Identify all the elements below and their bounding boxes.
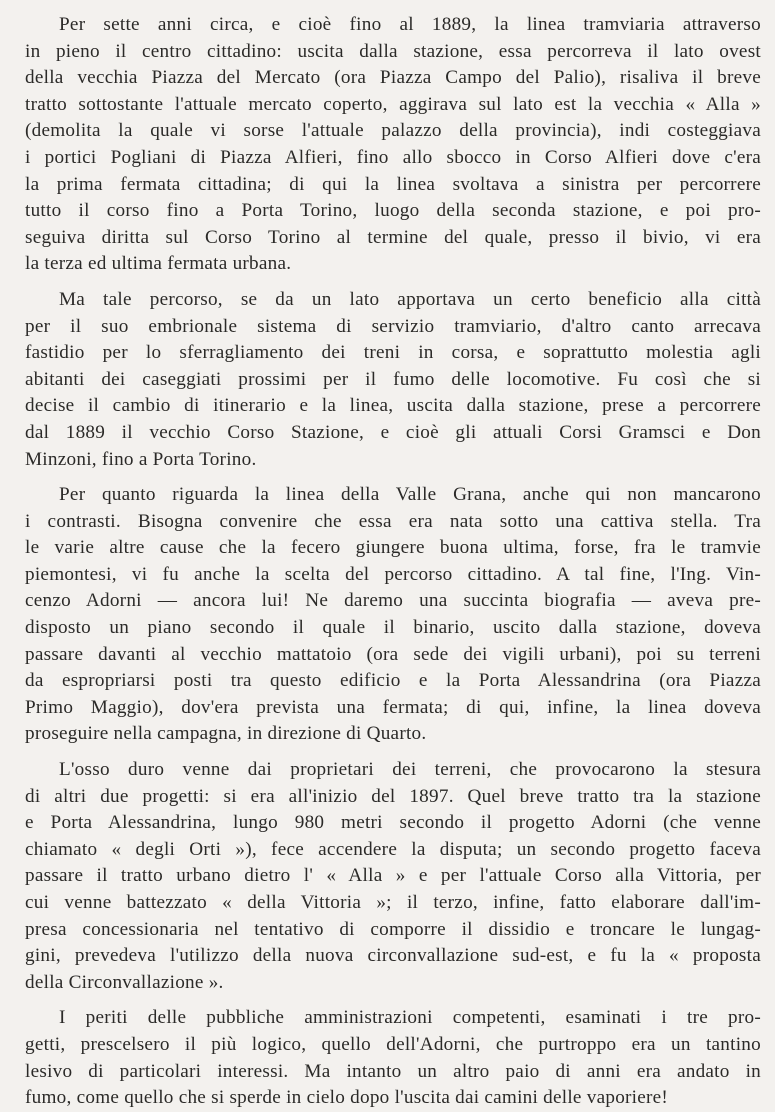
text-line: presa concessionaria nel tentativo di comporre il dissidio e troncare le lungag- [25, 918, 761, 940]
text-line: (demolita la quale vi sorse l'attuale palazzo della provincia), indi costeggiava [25, 120, 761, 142]
text-line: le varie altre cause che la fecero giungere buona ultima, forse, fra le tramvie [25, 537, 761, 559]
text-line: chiamato « degli Orti »), fece accendere la disputa; un secondo progetto faceva [25, 838, 761, 860]
paragraph [25, 1005, 761, 1111]
text-line: disposto un piano secondo il quale il binario, uscito dalla stazione, doveva [25, 617, 761, 639]
text-line: i portici Pogliani di Piazza Alfieri, fino allo sbocco in Corso Alfieri dove c'era [25, 146, 761, 168]
text-line: getti, prescelsero il più logico, quello dell'Adorni, che purtroppo era un tantino [25, 1033, 761, 1055]
text-line: cui venne battezzato « della Vittoria »; il terzo, infine, fatto elaborare dall'im- [25, 892, 761, 913]
text-line: Ma tale percorso, se da un lato apportava un certo beneficio alla città [59, 288, 761, 310]
text-line: proseguire nella campagna, in direzione di Quarto. [25, 723, 427, 745]
text-line: della vecchia Piazza del Mercato (ora Piazza Campo del Palio), risaliva il breve [25, 67, 761, 89]
text-line: della Circonvallazione ». [25, 971, 224, 993]
text-line: la prima fermata cittadina; di qui la linea svoltava a sinistra per percorrere [25, 173, 761, 195]
paragraph [25, 482, 761, 748]
text-line: seguiva diritta sul Corso Torino al termine del quale, presso il bivio, vi era [25, 226, 761, 248]
text-line: dal 1889 il vecchio Corso Stazione, e cioè gli attuali Corsi Gramsci e Don [25, 421, 761, 443]
paragraph [25, 757, 761, 996]
paragraph [25, 12, 761, 278]
text-line: L'osso duro venne dai proprietari dei terreni, che provocarono la stesura [59, 759, 761, 781]
text-line: i contrasti. Bisogna convenire che essa era nata sotto una cattiva stella. Tra [25, 510, 761, 532]
text-line: fumo, come quello che si sperde in cielo dopo l'uscita dai camini delle vaporiere! [25, 1087, 669, 1109]
text-line: tratto sottostante l'attuale mercato coperto, aggirava sul lato est la vecchia « Alla » [25, 93, 761, 115]
text-line: gini, prevedeva l'utilizzo della nuova circonvallazione sud-est, e fu la « proposta [25, 945, 761, 967]
text-line: Per sette anni circa, e cioè fino al 1889, la linea tramviaria attraverso [59, 14, 761, 35]
text-line: e Porta Alessandrina, lungo 980 metri secondo il progetto Adorni (che venne [25, 812, 761, 834]
text-line: tutto il corso fino a Porta Torino, luogo della seconda stazione, e poi pro- [25, 200, 761, 222]
text-line: per il suo embrionale sistema di servizio tramviario, d'altro canto arrecava [25, 315, 761, 337]
text-line: di altri due progetti: si era all'inizio del 1897. Quel breve tratto tra la stazione [25, 785, 761, 807]
text-line: cenzo Adorni — ancora lui! Ne daremo una succinta biografia — aveva pre- [25, 590, 761, 612]
text-line: Per quanto riguarda la linea della Valle Grana, anche qui non mancarono [59, 484, 761, 506]
text-line: decise il cambio di itinerario e la linea, uscita dalla stazione, prese a percorrere [25, 395, 761, 417]
text-line: passare davanti al vecchio mattatoio (ora sede dei vigili urbani), poi su terreni [25, 643, 761, 665]
text-line: passare il tratto urbano dietro l' « Alla » e per l'attuale Corso alla Vittoria, per [25, 865, 761, 887]
text-line: Minzoni, fino a Porta Torino. [25, 448, 257, 470]
text-line: Primo Maggio), dov'era prevista una fermata; di qui, infine, la linea doveva [25, 696, 761, 718]
paragraph [25, 287, 761, 473]
text-line: abitanti dei caseggiati prossimi per il fumo delle locomotive. Fu così che si [25, 368, 761, 390]
text-line: in pieno il centro cittadino: uscita dalla stazione, essa percorreva il lato ovest [25, 40, 761, 62]
text-line: da espropriarsi posti tra questo edificio e la Porta Alessandrina (ora Piazza [25, 670, 761, 692]
text-line: la terza ed ultima fermata urbana. [25, 253, 292, 275]
text-line: piemontesi, vi fu anche la scelta del percorso cittadino. A tal fine, l'Ing. Vin- [25, 563, 761, 585]
text-line: lesivo di particolari interessi. Ma intanto un altro paio di anni era andato in [25, 1060, 761, 1082]
text-line: I periti delle pubbliche amministrazioni competenti, esaminati i tre pro- [59, 1007, 761, 1029]
text-line: fastidio per lo sferragliamento dei treni in corsa, e soprattutto molestia agli [25, 342, 761, 364]
